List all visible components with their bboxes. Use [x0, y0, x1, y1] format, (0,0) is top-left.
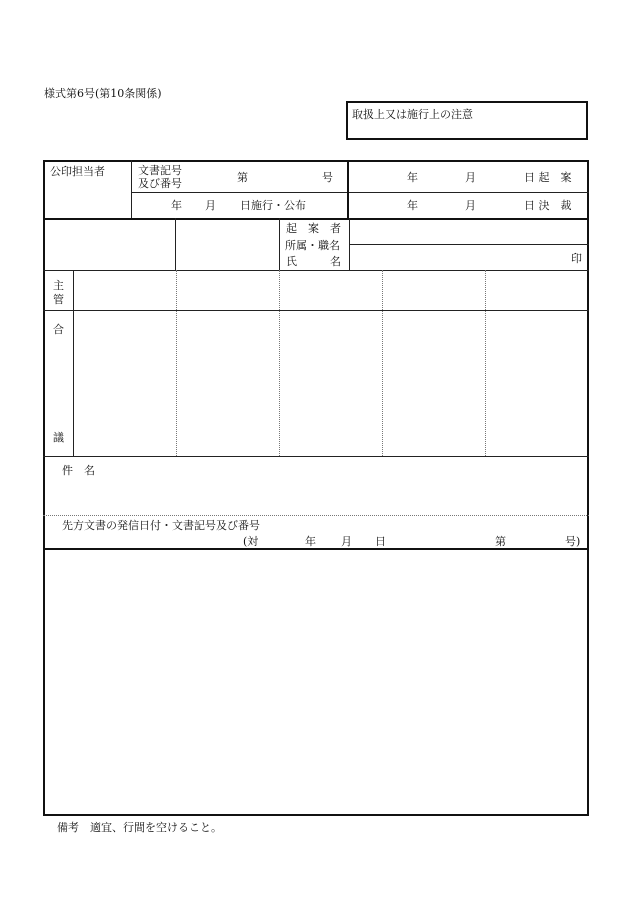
form-title: 様式第6号(第10条関係): [44, 87, 162, 100]
body-text-area[interactable]: [45, 550, 587, 814]
shukan-label-2: 管: [53, 293, 64, 306]
doc-number-dai: 第: [237, 171, 248, 184]
dotted-divider: [176, 270, 177, 456]
divider: [73, 270, 74, 456]
divider: [43, 270, 589, 271]
reference-month: 月: [341, 535, 352, 548]
reference-go: 号): [565, 535, 581, 548]
shukan-label-1: 主: [53, 279, 64, 292]
draft-year: 年: [407, 171, 418, 184]
decision-day-label: 日 決 裁: [524, 199, 572, 212]
enforce-day-label: 日施行・公布: [240, 199, 306, 212]
reference-dai: 第: [495, 535, 506, 548]
divider: [43, 456, 589, 457]
enforce-year: 年: [171, 199, 182, 212]
decision-month: 月: [465, 199, 476, 212]
footer-note: 備考 適宜、行間を空けること。: [57, 821, 222, 834]
decision-year: 年: [407, 199, 418, 212]
drafter-label-2: 所属・職名: [285, 239, 340, 252]
gougi-label-1: 合: [53, 323, 64, 336]
gougi-label-2: 議: [53, 431, 64, 444]
dotted-divider: [382, 270, 383, 456]
drafter-label-3: 氏 名: [286, 255, 341, 268]
divider: [43, 218, 589, 220]
dotted-divider: [43, 515, 589, 516]
divider: [279, 218, 280, 270]
divider: [43, 310, 589, 311]
reference-open: (対: [243, 535, 259, 548]
seal-mark: 印: [571, 252, 582, 265]
drafter-label-1: 起 案 者: [286, 222, 341, 235]
draft-day-label: 日 起 案: [524, 171, 572, 184]
reference-label: 先方文書の発信日付・文書記号及び番号: [62, 519, 260, 532]
draft-month: 月: [465, 171, 476, 184]
divider: [349, 244, 589, 245]
subject-label: 件 名: [62, 464, 95, 477]
reference-year: 年: [305, 535, 316, 548]
divider: [175, 218, 176, 270]
notice-box-label: 取扱上又は施行上の注意: [352, 108, 473, 121]
reference-day: 日: [375, 535, 386, 548]
doc-code-label-1: 文書記号: [138, 164, 182, 177]
dotted-divider: [279, 270, 280, 456]
seal-person-label: 公印担当者: [50, 165, 105, 178]
doc-number-go: 号: [322, 171, 333, 184]
enforce-month: 月: [205, 199, 216, 212]
doc-code-label-2: 及び番号: [138, 177, 182, 190]
dotted-divider: [485, 270, 486, 456]
